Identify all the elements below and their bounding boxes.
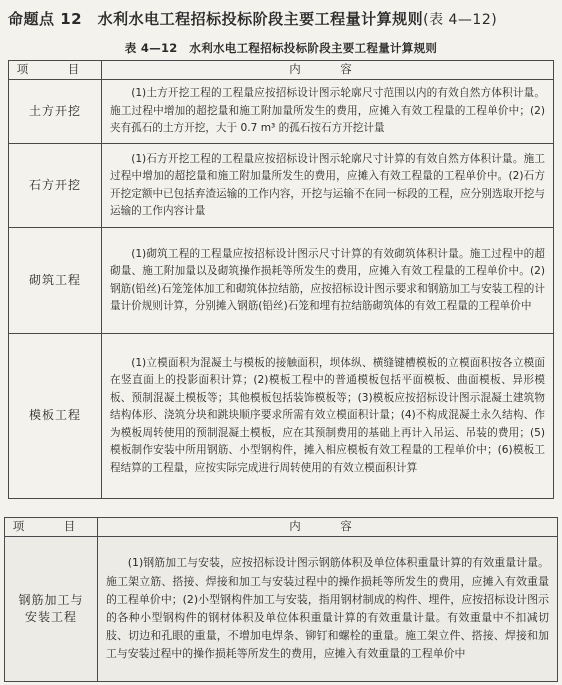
row-content-text: (1)砌筑工程的工程量应按招标设计图示尺寸计算的有效砌筑体积计量。施工过程中的超砌量、施工附加量以及砌筑操作损耗等所发生的费用，应摊入有效工程量的工程单价中。(2)钢筋(铅丝)石笼笼体加工和砌筑体拉结筋，应按招标设计图示要求和钢筋加工与安装工程的计量计价规则计算，分别摊入钢筋(铅丝)石笼和埋有拉结筋砌筑体的有效工程量的工程单价中 [110,247,545,312]
table-row [9,334,554,499]
row-content-rebar [98,537,558,682]
row-item-rebar-line1: 钢筋加工与 [18,592,84,607]
table-header-row [5,518,558,537]
section-heading-main: 命题点 12 水利水电工程招标投标阶段主要工程量计算规则 [8,10,424,28]
row-content-text: (1)石方开挖工程的工程量应按招标设计图示轮廓尺寸计算的有效自然方体积计量。施工过程中增加的超挖量和施工附加量所发生的费用，应摊入有效工程量的工程单价中。(2)石方开挖定额中已包括弃渣运输的工作内容，开挖与运输不在同一标段的工程，应分别选取开挖与运输的工作内容计量 [110,152,545,217]
row-item-rebar-line2: 安装工程 [24,610,77,624]
row-content-rock-excavation [102,144,554,228]
row-item-earth-excavation: 土方开挖 [9,80,102,144]
row-content-earth-excavation [102,80,554,144]
row-content-text: (1)立模面积为混凝土与模板的接触面积，坝体纵、横缝键槽模板的立模面积按各立模面在竖直面上的投影面积计算；(2)模板工程中的普通模板包括平面模板、曲面模板、异形模板、预制混凝土模板等；其他模板包括装饰模板等；(3)模板应按招标设计图示混凝土建筑物结构体形、浇筑分块和跳块顺序要求所需有效立模面积计量；(4)不构成混凝土永久结构、作为模板周转使用的预制混凝土模板，应在其预制费用的基础上再计入吊运、吊装的费用；(5)模板制作安装中所用钢筋、小型钢构件，摊入相应模板有效工程量的工程单价中；(6)模板工程结算的工程量，应按实际完成进行周转使用的有效立模面积计算 [110,356,545,474]
section-heading [8,8,554,29]
rules-table-continued [4,517,558,682]
row-content-text: (1)土方开挖工程的工程量应按招标设计图示轮廓尺寸范围以内的有效自然方体积计量。施工过程中增加的超挖量和施工附加量所发生的费用，应摊入有效工程量的工程单价中；(2)夹有孤石的土方开挖，大于 0.7 m³ 的孤石按石方开挖计量 [110,87,545,135]
column-header-item: 项 目 [5,518,98,537]
column-header-content: 内 容 [102,61,554,80]
row-item-rebar [5,537,98,682]
column-header-item: 项 目 [9,61,102,80]
row-item-masonry: 砌筑工程 [9,228,102,334]
table-row [9,80,554,144]
table-caption: 表 4—12 水利水电工程招标投标阶段主要工程量计算规则 [124,41,438,55]
row-item-rock-excavation: 石方开挖 [9,144,102,228]
table-row [9,228,554,334]
section-heading-table-ref: (表 4—12) [423,12,498,28]
table-row [5,537,558,682]
row-content-text: (1)钢筋加工与安装，应按招标设计图示钢筋体积及单位体积重量计算的有效重量计量。施工架立筋、搭接、焊接和加工与安装过程中的操作损耗等所发生的费用，应摊入有效重量的工程单价中；(2)小型钢构件加工与安装，指用钢材制成的构件、埋件，应按招标设计图示的各种小型钢构件的钢材体积及单位体积重量计算的有效重量计量。有效重量中不扣减切肢、切边和孔眼的重量，不增加电焊条、铆钉和螺栓的重量。施工架立件、搭接、焊接和加工与安装过程中的操作损耗等所发生的费用，应摊入有效重量的工程单价中 [106,556,549,661]
table-row [9,144,554,228]
table-header-row [9,61,554,80]
row-content-masonry [102,228,554,334]
row-content-formwork [102,334,554,499]
column-header-content: 内 容 [98,518,558,537]
row-item-formwork: 模板工程 [9,334,102,499]
rules-table [8,60,554,499]
